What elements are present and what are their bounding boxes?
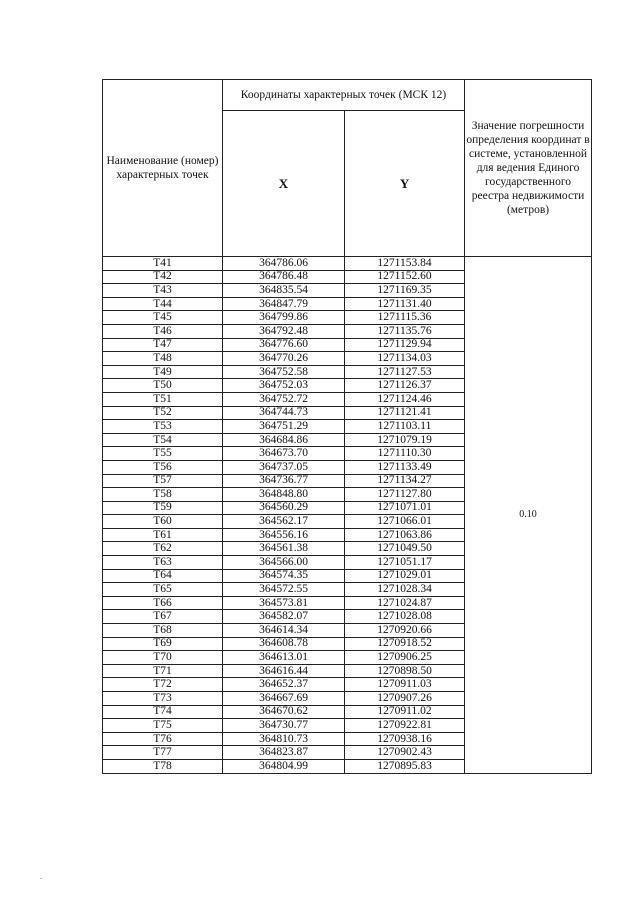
x-cell: 364835.54 <box>223 284 345 298</box>
y-cell: 1270895.83 <box>345 759 465 773</box>
point-name-cell: T63 <box>103 556 223 570</box>
y-cell: 1271126.37 <box>345 379 465 393</box>
x-cell: 364792.48 <box>223 324 345 338</box>
y-cell: 1270907.26 <box>345 692 465 706</box>
point-name-cell: T72 <box>103 678 223 692</box>
x-cell: 364556.16 <box>223 528 345 542</box>
x-cell: 364823.87 <box>223 746 345 760</box>
point-name-cell: T68 <box>103 624 223 638</box>
x-cell: 364847.79 <box>223 297 345 311</box>
header-x: X <box>223 111 345 257</box>
x-cell: 364752.72 <box>223 392 345 406</box>
point-name-cell: T48 <box>103 352 223 366</box>
x-cell: 364786.48 <box>223 270 345 284</box>
point-name-cell: T42 <box>103 270 223 284</box>
y-cell: 1271133.49 <box>345 460 465 474</box>
point-name-cell: T54 <box>103 433 223 447</box>
point-name-cell: T75 <box>103 719 223 733</box>
y-cell: 1271079.19 <box>345 433 465 447</box>
x-cell: 364613.01 <box>223 651 345 665</box>
point-name-cell: T57 <box>103 474 223 488</box>
point-name-cell: T56 <box>103 460 223 474</box>
y-cell: 1271103.11 <box>345 420 465 434</box>
x-cell: 364737.05 <box>223 460 345 474</box>
y-cell: 1271169.35 <box>345 284 465 298</box>
point-name-cell: T49 <box>103 365 223 379</box>
y-cell: 1270906.25 <box>345 651 465 665</box>
x-cell: 364730.77 <box>223 719 345 733</box>
y-cell: 1271110.30 <box>345 447 465 461</box>
x-cell: 364573.81 <box>223 596 345 610</box>
point-name-cell: T64 <box>103 569 223 583</box>
y-cell: 1271066.01 <box>345 515 465 529</box>
x-cell: 364574.35 <box>223 569 345 583</box>
y-cell: 1271028.08 <box>345 610 465 624</box>
x-cell: 364670.62 <box>223 705 345 719</box>
y-cell: 1271121.41 <box>345 406 465 420</box>
y-cell: 1270898.50 <box>345 664 465 678</box>
y-cell: 1270902.43 <box>345 746 465 760</box>
x-cell: 364572.55 <box>223 583 345 597</box>
y-cell: 1270918.52 <box>345 637 465 651</box>
x-cell: 364673.70 <box>223 447 345 461</box>
y-cell: 1271063.86 <box>345 528 465 542</box>
point-name-cell: T53 <box>103 420 223 434</box>
x-cell: 364848.80 <box>223 488 345 502</box>
y-cell: 1271028.34 <box>345 583 465 597</box>
y-cell: 1271127.80 <box>345 488 465 502</box>
table-body <box>103 257 592 774</box>
y-cell: 1271024.87 <box>345 596 465 610</box>
point-name-cell: T67 <box>103 610 223 624</box>
x-cell: 364614.34 <box>223 624 345 638</box>
point-name-cell: T69 <box>103 637 223 651</box>
error-value-cell: 0.10 <box>465 257 592 774</box>
x-cell: 364786.06 <box>223 257 345 271</box>
y-cell: 1271127.53 <box>345 365 465 379</box>
x-cell: 364799.86 <box>223 311 345 325</box>
point-name-cell: T52 <box>103 406 223 420</box>
point-name-cell: T62 <box>103 542 223 556</box>
x-cell: 364652.37 <box>223 678 345 692</box>
x-cell: 364752.03 <box>223 379 345 393</box>
scan-speck <box>40 878 42 879</box>
table-row <box>103 257 592 271</box>
y-cell: 1271134.03 <box>345 352 465 366</box>
point-name-cell: T61 <box>103 528 223 542</box>
x-cell: 364561.38 <box>223 542 345 556</box>
y-cell: 1271134.27 <box>345 474 465 488</box>
y-cell: 1271115.36 <box>345 311 465 325</box>
x-cell: 364744.73 <box>223 406 345 420</box>
point-name-cell: T58 <box>103 488 223 502</box>
point-name-cell: T43 <box>103 284 223 298</box>
y-cell: 1271049.50 <box>345 542 465 556</box>
point-name-cell: T59 <box>103 501 223 515</box>
point-name-cell: T47 <box>103 338 223 352</box>
point-name-cell: T41 <box>103 257 223 271</box>
y-cell: 1270922.81 <box>345 719 465 733</box>
x-cell: 364560.29 <box>223 501 345 515</box>
x-cell: 364776.60 <box>223 338 345 352</box>
point-name-cell: T51 <box>103 392 223 406</box>
point-name-cell: T46 <box>103 324 223 338</box>
y-cell: 1270938.16 <box>345 732 465 746</box>
point-name-cell: T74 <box>103 705 223 719</box>
point-name-cell: T55 <box>103 447 223 461</box>
point-name-cell: T70 <box>103 651 223 665</box>
y-cell: 1271131.40 <box>345 297 465 311</box>
y-cell: 1270911.03 <box>345 678 465 692</box>
y-cell: 1271129.94 <box>345 338 465 352</box>
point-name-cell: T71 <box>103 664 223 678</box>
point-name-cell: T44 <box>103 297 223 311</box>
y-cell: 1271153.84 <box>345 257 465 271</box>
y-cell: 1271152.60 <box>345 270 465 284</box>
x-cell: 364752.58 <box>223 365 345 379</box>
x-cell: 364608.78 <box>223 637 345 651</box>
header-error: Значение погрешности определения координат в системе, установленной для ведения Единого государственного реестра недвижимости (метров) <box>465 80 592 257</box>
x-cell: 364684.86 <box>223 433 345 447</box>
x-cell: 364751.29 <box>223 420 345 434</box>
x-cell: 364562.17 <box>223 515 345 529</box>
point-name-cell: T66 <box>103 596 223 610</box>
table-header <box>103 80 592 257</box>
point-name-cell: T77 <box>103 746 223 760</box>
x-cell: 364770.26 <box>223 352 345 366</box>
point-name-cell: T60 <box>103 515 223 529</box>
x-cell: 364736.77 <box>223 474 345 488</box>
x-cell: 364566.00 <box>223 556 345 570</box>
y-cell: 1271071.01 <box>345 501 465 515</box>
x-cell: 364810.73 <box>223 732 345 746</box>
point-name-cell: T65 <box>103 583 223 597</box>
header-point-name: Наименование (номер) характерных точек <box>103 80 223 257</box>
point-name-cell: T78 <box>103 759 223 773</box>
point-name-cell: T50 <box>103 379 223 393</box>
y-cell: 1270911.02 <box>345 705 465 719</box>
point-name-cell: T45 <box>103 311 223 325</box>
header-y: Y <box>345 111 465 257</box>
y-cell: 1271124.46 <box>345 392 465 406</box>
y-cell: 1271135.76 <box>345 324 465 338</box>
x-cell: 364616.44 <box>223 664 345 678</box>
x-cell: 364667.69 <box>223 692 345 706</box>
y-cell: 1271051.17 <box>345 556 465 570</box>
coordinates-table <box>102 79 592 774</box>
y-cell: 1271029.01 <box>345 569 465 583</box>
x-cell: 364804.99 <box>223 759 345 773</box>
point-name-cell: T73 <box>103 692 223 706</box>
header-coordinates: Координаты характерных точек (МСК 12) <box>223 80 465 111</box>
point-name-cell: T76 <box>103 732 223 746</box>
y-cell: 1270920.66 <box>345 624 465 638</box>
x-cell: 364582.07 <box>223 610 345 624</box>
